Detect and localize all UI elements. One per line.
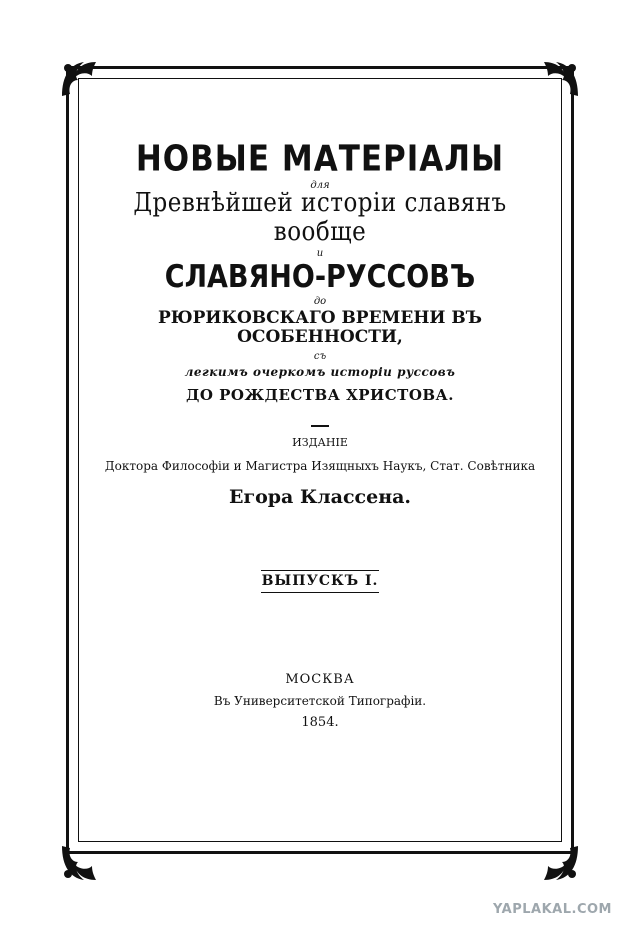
connector-word: до xyxy=(313,296,327,308)
issue-block xyxy=(261,570,379,593)
fleuron-corner-icon xyxy=(56,840,102,886)
divider xyxy=(261,592,379,593)
connector-word: съ xyxy=(313,350,327,362)
watermark: YAPLAKAL.COM xyxy=(493,902,612,917)
connector-word: для xyxy=(310,180,330,192)
fleuron-corner-icon xyxy=(538,840,584,886)
printing-house: Въ Университетской Типографіи. xyxy=(213,694,427,709)
subtitle-line: ДО РОЖДЕСТВА ХРИСТОВА. xyxy=(185,385,454,404)
author-credentials: Доктора Философіи и Магистра Изящныхъ Наукъ, Стат. Совѣтника xyxy=(104,458,536,473)
city: МОСКВА xyxy=(285,672,355,687)
title-page-content xyxy=(90,120,550,731)
issue-number: ВЫПУСКЪ I. xyxy=(261,572,379,589)
author-name: Егора Классена. xyxy=(228,485,412,508)
subtitle-line: Древнѣйшей исторіи славянъ вообще xyxy=(133,188,507,248)
year: 1854. xyxy=(301,715,339,731)
subtitle-heading: СЛАВЯНО-РУССОВЪ xyxy=(164,259,476,295)
fleuron-corner-icon xyxy=(56,56,102,102)
edition-label: ИЗДАНІЕ xyxy=(292,436,348,450)
fleuron-corner-icon xyxy=(538,56,584,102)
divider xyxy=(311,425,329,427)
subtitle-line: легкимъ очеркомъ исторіи руссовъ xyxy=(184,364,456,379)
subtitle-line: РЮРИКОВСКАГО ВРЕМЕНИ ВЪ ОСОБЕННОСТИ, xyxy=(157,308,482,348)
main-title: НОВЫЕ МАТЕРІАЛЫ xyxy=(135,138,505,180)
connector-word: и xyxy=(316,247,324,259)
